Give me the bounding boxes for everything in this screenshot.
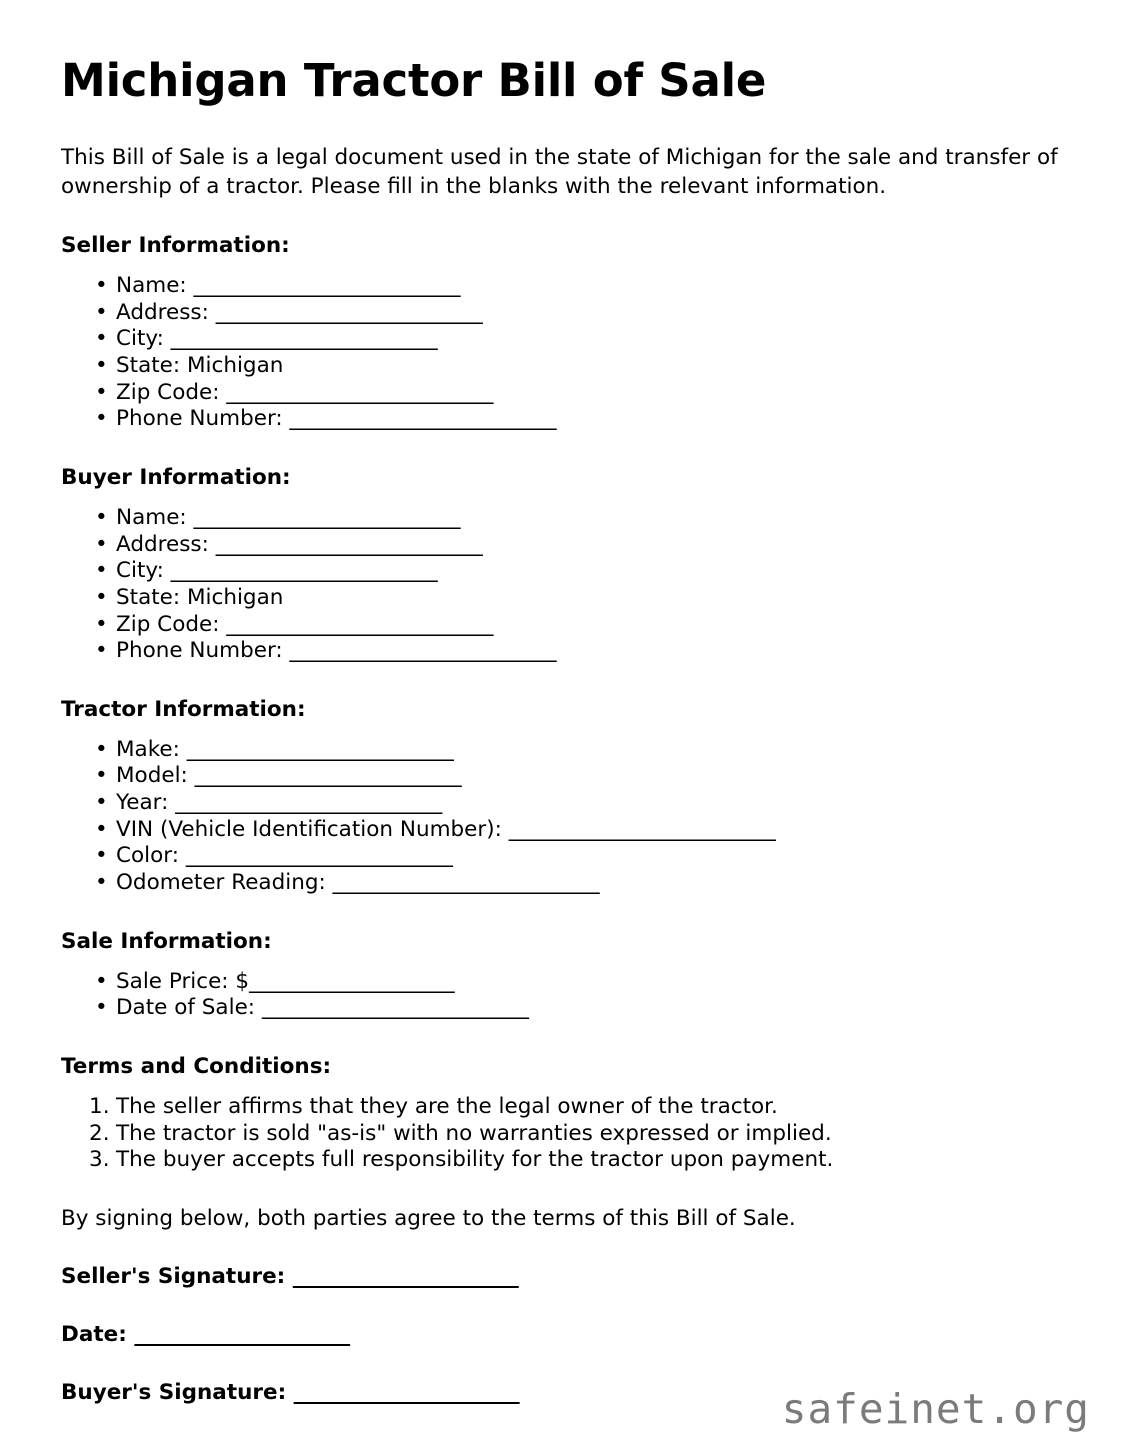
section-heading-buyer: Buyer Information: <box>61 465 291 491</box>
field-label: Model: <box>116 763 195 789</box>
field-buyer-name <box>61 505 1061 532</box>
field-seller-name <box>61 273 1061 300</box>
field-blank[interactable]: __________________________ <box>186 736 454 762</box>
field-label: Sale Price: $ <box>116 968 250 994</box>
terms-item: The buyer accepts full responsibility for the tractor upon payment. <box>116 1147 834 1173</box>
field-buyer-state <box>61 585 1061 612</box>
field-blank[interactable]: __________________________ <box>215 531 483 557</box>
seller-date-line <box>61 1322 1061 1349</box>
field-blank[interactable]: __________________________ <box>289 406 557 432</box>
field-blank[interactable]: __________________________ <box>170 326 438 352</box>
field-list-buyer <box>61 505 1061 665</box>
signature-blank[interactable]: ______________________ <box>293 1379 520 1405</box>
field-label: Zip Code: <box>116 611 227 637</box>
field-seller-phone <box>61 406 1061 433</box>
field-list-sale <box>61 969 1061 1022</box>
field-label: State: Michigan <box>116 584 284 610</box>
signature-label: Date: <box>61 1321 135 1347</box>
field-blank[interactable]: __________________________ <box>332 870 600 896</box>
field-label: Phone Number: <box>116 406 290 432</box>
field-blank[interactable]: __________________________ <box>226 379 493 405</box>
agreement-paragraph: By signing below, both parties agree to the terms of this Bill of Sale. <box>61 1205 796 1231</box>
field-blank[interactable]: __________________________ <box>226 611 493 637</box>
field-label: Year: <box>116 790 176 816</box>
signature-blank[interactable]: ______________________ <box>292 1263 519 1289</box>
field-label: Make: <box>116 736 187 762</box>
field-blank[interactable]: __________________________ <box>261 995 529 1021</box>
field-label: Odometer Reading: <box>116 870 333 896</box>
field-blank[interactable]: ____________________ <box>249 968 455 994</box>
field-label: City: <box>116 558 171 584</box>
terms-item: The tractor is sold "as-is" with no warranties expressed or implied. <box>116 1120 832 1146</box>
section-heading-sale: Sale Information: <box>61 928 272 954</box>
field-blank[interactable]: __________________________ <box>193 273 461 299</box>
field-label: City: <box>116 326 171 352</box>
field-blank[interactable]: __________________________ <box>215 299 483 325</box>
field-tractor-odometer <box>61 870 1061 897</box>
field-sale-price <box>61 969 1061 996</box>
field-tractor-color <box>61 843 1061 870</box>
field-tractor-vin <box>61 817 1061 844</box>
field-blank[interactable]: __________________________ <box>194 763 462 789</box>
field-blank[interactable]: __________________________ <box>170 558 438 584</box>
field-tractor-model <box>61 763 1061 790</box>
field-buyer-zip <box>61 612 1061 639</box>
terms-item: The seller affirms that they are the legal owner of the tractor. <box>116 1093 778 1119</box>
field-label: Address: <box>116 531 216 557</box>
field-label: Name: <box>116 504 194 530</box>
document-content <box>61 56 1061 1406</box>
field-blank[interactable]: __________________________ <box>193 504 461 530</box>
field-seller-city <box>61 326 1061 353</box>
watermark: safeinet.org <box>781 1385 1090 1433</box>
signature-label: Seller's Signature: <box>61 1263 293 1289</box>
intro-paragraph: This Bill of Sale is a legal document used in the state of Michigan for the sale and transfer of ownership of a tractor. Please fill in the blanks with the relevant information. <box>61 145 1058 199</box>
field-tractor-make <box>61 737 1061 764</box>
field-list-seller <box>61 273 1061 433</box>
field-label: Address: <box>116 299 216 325</box>
field-seller-state <box>61 353 1061 380</box>
field-label: VIN (Vehicle Identification Number): <box>116 816 509 842</box>
field-blank[interactable]: __________________________ <box>508 816 776 842</box>
signature-label: Buyer's Signature: <box>61 1379 294 1405</box>
section-heading-seller: Seller Information: <box>61 233 290 259</box>
field-seller-zip <box>61 380 1061 407</box>
field-label: Name: <box>116 273 194 299</box>
terms-list <box>61 1094 1061 1174</box>
page-title: Michigan Tractor Bill of Sale <box>61 54 767 107</box>
field-buyer-phone <box>61 638 1061 665</box>
section-heading-terms: Terms and Conditions: <box>61 1054 332 1080</box>
field-label: Date of Sale: <box>116 995 262 1021</box>
field-seller-address <box>61 300 1061 327</box>
field-label: Zip Code: <box>116 379 227 405</box>
field-blank[interactable]: __________________________ <box>175 790 442 816</box>
field-buyer-city <box>61 558 1061 585</box>
field-label: Phone Number: <box>116 638 290 664</box>
field-label: State: Michigan <box>116 353 284 379</box>
field-list-tractor <box>61 737 1061 897</box>
section-heading-tractor: Tractor Information: <box>61 696 306 722</box>
field-blank[interactable]: __________________________ <box>185 843 453 869</box>
signature-blank[interactable]: _____________________ <box>134 1321 350 1347</box>
seller-signature-line <box>61 1264 1061 1291</box>
field-blank[interactable]: __________________________ <box>289 638 557 664</box>
field-buyer-address <box>61 532 1061 559</box>
field-label: Color: <box>116 843 186 869</box>
field-tractor-year <box>61 790 1061 817</box>
field-sale-date <box>61 995 1061 1022</box>
